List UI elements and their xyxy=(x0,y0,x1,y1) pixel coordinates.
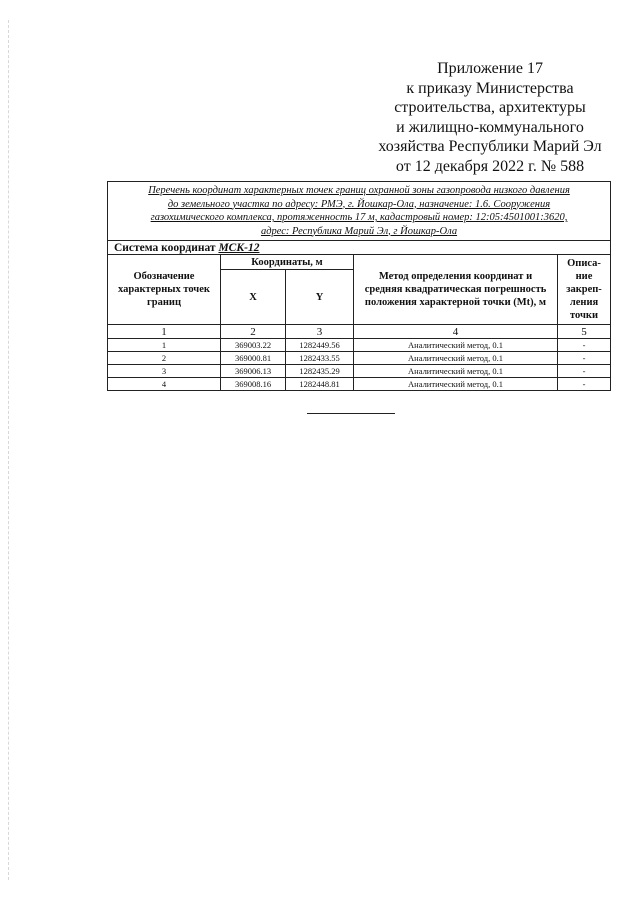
header-description-line: закреп- xyxy=(566,284,602,295)
table-row xyxy=(108,378,611,391)
cell-y: 1282435.29 xyxy=(286,365,354,378)
table-title-line: газохимического комплекса, протяженность 17 м, кадастровый номер: 12:05:4501001:3620, xyxy=(150,212,568,223)
table-row xyxy=(108,365,611,378)
table-row xyxy=(108,352,611,365)
header-description xyxy=(558,255,611,325)
table-title-line: до земельного участка по адресу: РМЭ, г. Йошкар-Ола, назначение: 1.6. Сооружения xyxy=(167,198,551,210)
coordinate-system-label: Система координат xyxy=(114,241,219,254)
header-coordinates: Координаты, м xyxy=(221,255,354,270)
header-y: Y xyxy=(286,270,354,325)
cell-method: Аналитический метод, 0.1 xyxy=(354,352,558,365)
header-description-line: ления xyxy=(569,297,599,308)
cell-point: 3 xyxy=(108,365,221,378)
header-x: X xyxy=(221,270,286,325)
cell-desc: - xyxy=(558,378,611,391)
appendix-line: строительства, архитектуры xyxy=(394,99,586,116)
cell-method: Аналитический метод, 0.1 xyxy=(354,365,558,378)
appendix-line: хозяйства Республики Марий Эл xyxy=(378,138,602,155)
cell-point: 2 xyxy=(108,352,221,365)
column-numbers-row xyxy=(108,325,611,339)
table-title-line: адрес: Республика Марий Эл, г Йошкар-Ола xyxy=(260,225,458,237)
coordinates-table xyxy=(107,181,611,391)
cell-y: 1282433.55 xyxy=(286,352,354,365)
table-title xyxy=(108,182,611,241)
cell-x: 369006.13 xyxy=(221,365,286,378)
cell-y: 1282448.81 xyxy=(286,378,354,391)
cell-desc: - xyxy=(558,352,611,365)
closing-rule xyxy=(307,413,395,414)
column-number: 4 xyxy=(354,325,558,339)
cell-x: 369000.81 xyxy=(221,352,286,365)
header-description-line: ние xyxy=(575,271,593,282)
cell-point: 1 xyxy=(108,339,221,352)
coordinate-system xyxy=(108,241,611,255)
cell-y: 1282449.56 xyxy=(286,339,354,352)
cell-x: 369003.22 xyxy=(221,339,286,352)
table-row xyxy=(108,339,611,352)
appendix-line: и жилищно-коммунального xyxy=(396,118,584,136)
header-point: Обозначение характерных точек границ xyxy=(108,255,221,325)
cell-point: 4 xyxy=(108,378,221,391)
cell-method: Аналитический метод, 0.1 xyxy=(354,339,558,352)
cell-desc: - xyxy=(558,339,611,352)
appendix-header xyxy=(360,59,620,176)
header-description-line: Описа- xyxy=(567,258,601,269)
cell-x: 369008.16 xyxy=(221,378,286,391)
column-number: 3 xyxy=(286,325,354,339)
cell-desc: - xyxy=(558,365,611,378)
appendix-line: к приказу Министерства xyxy=(406,79,574,97)
page-edge-line xyxy=(8,20,9,880)
column-number: 5 xyxy=(558,325,611,339)
column-number: 2 xyxy=(221,325,286,339)
table-title-line: Перечень координат характерных точек границ охранной зоны газопровода низкого давления xyxy=(148,185,570,196)
header-description-line: точки xyxy=(570,310,599,321)
appendix-line: от 12 декабря 2022 г. № 588 xyxy=(395,157,585,175)
column-number: 1 xyxy=(108,325,221,339)
header-method: Метод определения координат и средняя квадратическая погрешность положения характерной точки (Mt), м xyxy=(354,255,558,325)
coordinate-system-name: МСК-12 xyxy=(218,241,260,254)
appendix-line: Приложение 17 xyxy=(437,60,543,77)
cell-method: Аналитический метод, 0.1 xyxy=(354,378,558,391)
